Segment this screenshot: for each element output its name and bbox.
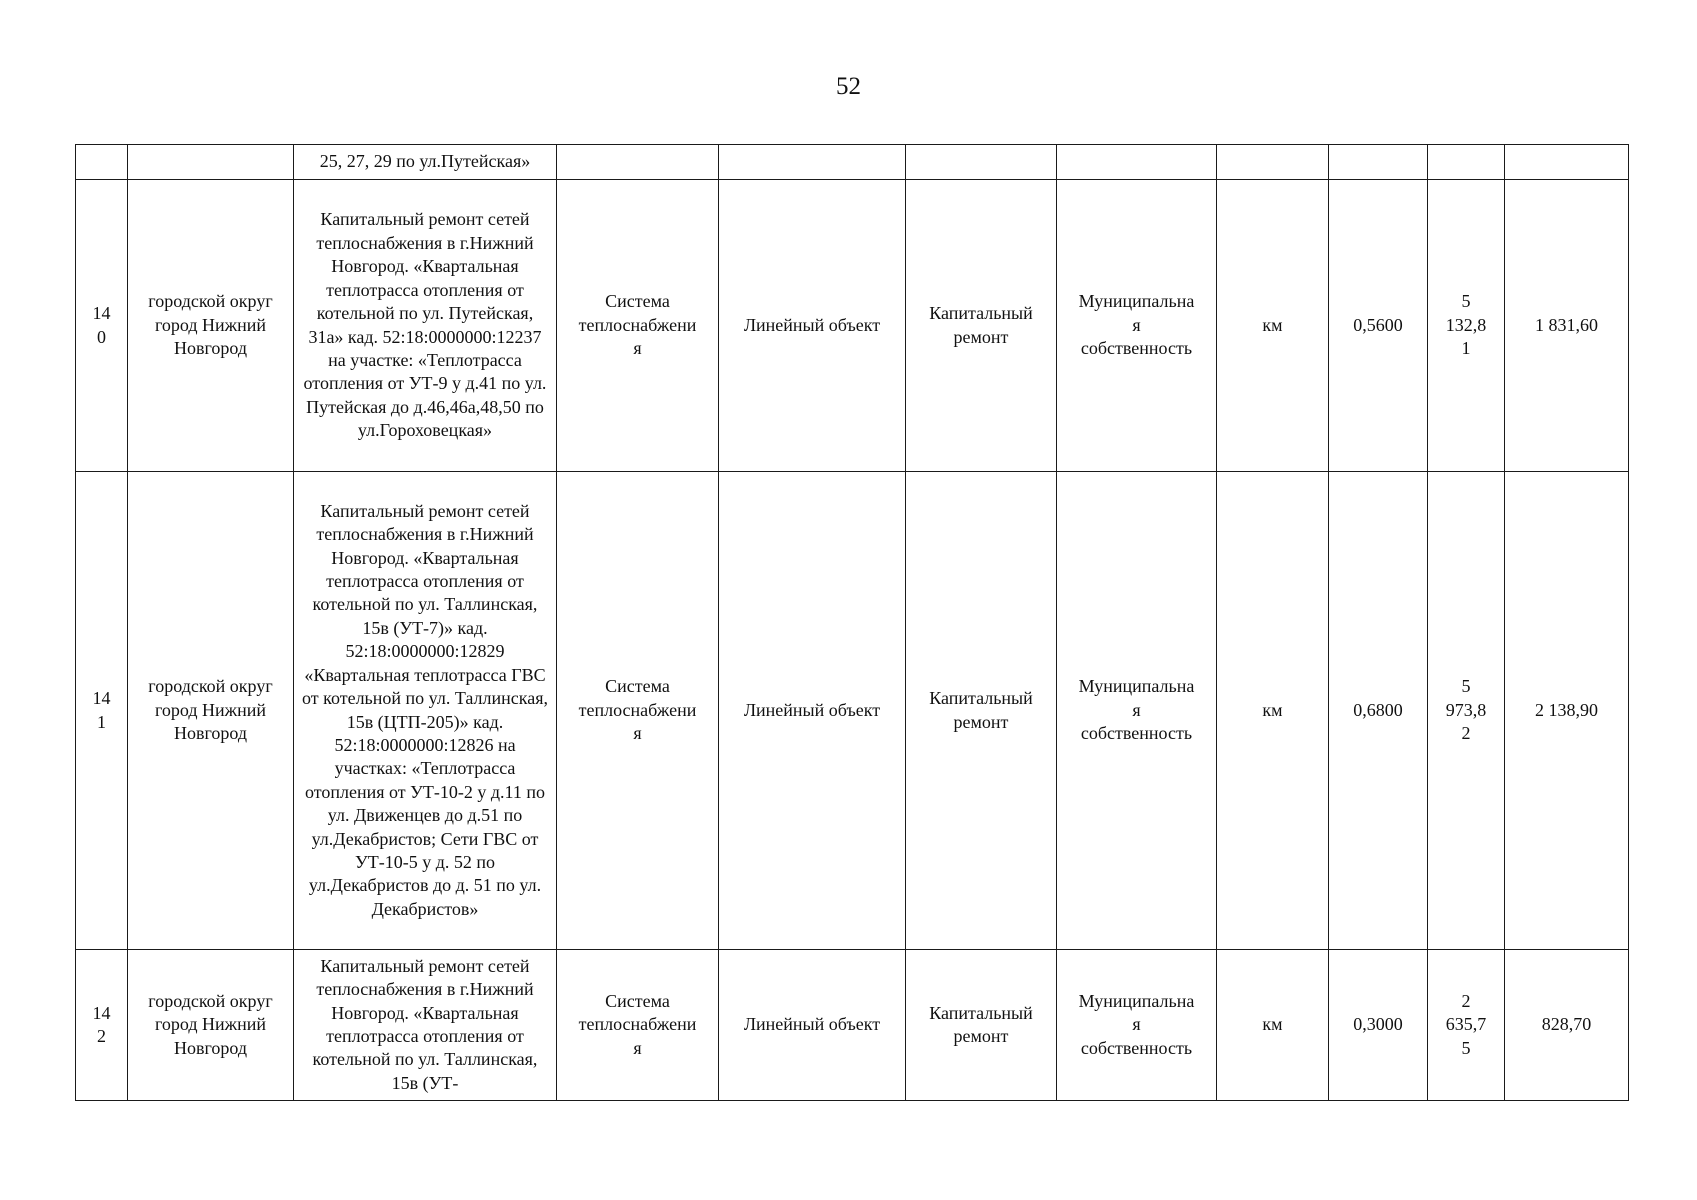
cell-work-type — [906, 472, 1057, 950]
cell-unit-text: км — [1262, 699, 1283, 720]
cell-system — [557, 950, 719, 1101]
cell-cost — [1428, 950, 1505, 1101]
cell-territory-text: городской округ город Нижний Новгород — [148, 676, 273, 744]
cell-unit-text: км — [1262, 1014, 1283, 1035]
cell-length — [1329, 950, 1428, 1101]
cell-total-text: 828,70 — [1541, 1014, 1592, 1035]
cell-length-text: 0,3000 — [1353, 1014, 1403, 1035]
cell-unit — [1217, 180, 1329, 472]
cell-system — [557, 472, 719, 950]
cell-ownership-text: Муниципальна я собственность — [1078, 990, 1195, 1058]
cell-row-number — [76, 950, 128, 1101]
cell-object-type-text: Линейный объект — [743, 1014, 881, 1035]
cell-system-text: Система теплоснабжени я — [578, 676, 697, 744]
cell-row-number-text: 14 0 — [92, 303, 111, 347]
cell-system — [557, 145, 719, 180]
cell-ownership — [1057, 950, 1217, 1101]
cell-unit — [1217, 472, 1329, 950]
cell-unit — [1217, 145, 1329, 180]
cell-unit-text: км — [1262, 314, 1283, 335]
cell-row-number-text: 14 1 — [92, 688, 111, 732]
cell-territory — [128, 145, 294, 180]
cell-system-text: Система теплоснабжени я — [578, 291, 697, 359]
cell-length-text: 0,6800 — [1353, 699, 1403, 720]
cell-territory-text: городской округ город Нижний Новгород — [148, 990, 273, 1058]
cell-territory-text: городской округ город Нижний Новгород — [148, 291, 273, 359]
cell-system-text: Система теплоснабжени я — [578, 990, 697, 1058]
cell-unit — [1217, 950, 1329, 1101]
cell-cost-text: 2 635,7 5 — [1445, 990, 1487, 1058]
cell-object-type — [719, 950, 906, 1101]
cell-total — [1505, 180, 1629, 472]
cell-territory — [128, 180, 294, 472]
cell-territory — [128, 472, 294, 950]
cell-row-number — [76, 472, 128, 950]
cell-work-type — [906, 145, 1057, 180]
cell-work-type-text: Капитальный ремонт — [929, 303, 1033, 347]
cell-system — [557, 180, 719, 472]
cell-row-number-text: 14 2 — [92, 1002, 111, 1046]
cell-row-number — [76, 180, 128, 472]
cell-description-text: Капитальный ремонт сетей теплоснабжения в г.Нижний Новгород. «Квартальная теплотрасса отопления от котельной по ул. Путейская, 31а» кад. 52:18:0000000:12237 на участке: «Теплотрасса отопления от УТ-9 у д.41 по ул. Путейская до д.46,46а,48,50 по ул.Гороховецкая» — [303, 209, 547, 441]
cell-ownership — [1057, 180, 1217, 472]
cell-description — [294, 472, 557, 950]
cell-description-text: Капитальный ремонт сетей теплоснабжения в г.Нижний Новгород. «Квартальная теплотрасса отопления от котельной по ул. Таллинская, 15в (УТ-7)» кад. 52:18:0000000:12829 «Квартальная теплотрасса ГВС от котельной по ул. Таллинская, 15в (ЦТП-205)» кад. 52:18:0000000:12826 на участках: «Теплотрасса отопления от УТ-10-2 у д.11 по ул. Движенцев до д.51 по ул.Декабристов; Сети ГВС от УТ-10-5 у д. 52 по ул.Декабристов до д. 51 по ул. Декабристов» — [301, 500, 548, 919]
table-row — [76, 180, 1629, 472]
cell-length — [1329, 472, 1428, 950]
cell-total — [1505, 472, 1629, 950]
cell-total-text: 1 831,60 — [1535, 314, 1598, 335]
table-row — [76, 472, 1629, 950]
cell-cost — [1428, 180, 1505, 472]
cell-object-type — [719, 180, 906, 472]
cell-cost — [1428, 472, 1505, 950]
cell-description-text: Капитальный ремонт сетей теплоснабжения в г.Нижний Новгород. «Квартальная теплотрасса отопления от котельной по ул. Таллинская, 15в (УТ- — [312, 955, 538, 1093]
cell-work-type — [906, 180, 1057, 472]
table-row — [76, 950, 1629, 1101]
cell-description — [294, 180, 557, 472]
cell-work-type-text: Капитальный ремонт — [929, 688, 1033, 732]
cell-work-type — [906, 950, 1057, 1101]
cell-description-text: 25, 27, 29 по ул.Путейская» — [319, 151, 531, 172]
cell-total — [1505, 950, 1629, 1101]
cell-length-text: 0,5600 — [1353, 314, 1403, 335]
table-body — [76, 145, 1629, 1101]
cell-ownership-text: Муниципальна я собственность — [1078, 291, 1195, 359]
cell-work-type-text: Капитальный ремонт — [929, 1002, 1033, 1046]
cell-object-type — [719, 472, 906, 950]
cell-ownership — [1057, 472, 1217, 950]
cell-ownership — [1057, 145, 1217, 180]
cell-territory — [128, 950, 294, 1101]
cell-object-type — [719, 145, 906, 180]
cell-object-type-text: Линейный объект — [743, 699, 881, 720]
cell-total-text: 2 138,90 — [1535, 699, 1598, 720]
cell-object-type-text: Линейный объект — [743, 314, 881, 335]
cell-cost — [1428, 145, 1505, 180]
registry-table — [75, 144, 1629, 1101]
cell-cost-text: 5 973,8 2 — [1445, 676, 1487, 744]
cell-length — [1329, 145, 1428, 180]
cell-ownership-text: Муниципальна я собственность — [1078, 676, 1195, 744]
cell-description — [294, 145, 557, 180]
table-row — [76, 145, 1629, 180]
cell-description — [294, 950, 557, 1101]
cell-total — [1505, 145, 1629, 180]
cell-row-number — [76, 145, 128, 180]
cell-length — [1329, 180, 1428, 472]
page-number: 52 — [836, 73, 861, 100]
cell-cost-text: 5 132,8 1 — [1445, 291, 1487, 359]
